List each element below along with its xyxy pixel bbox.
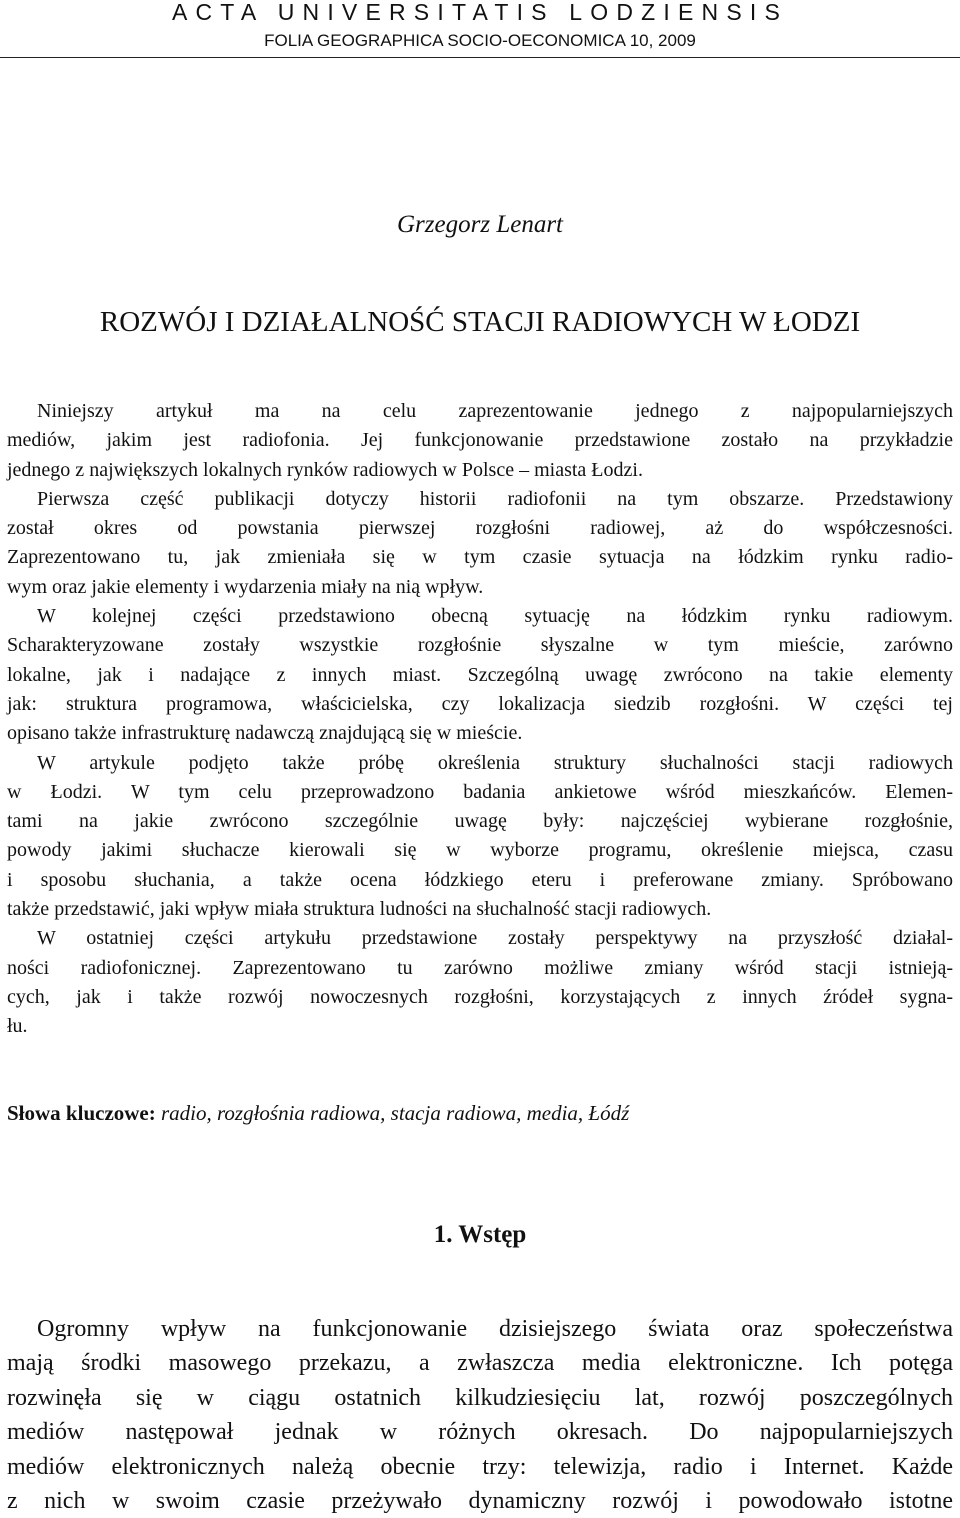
- abstract-line: tami na jakie zwrócono szczególnie uwagę były: najczęściej wybierane rozgłośnie,: [7, 810, 953, 833]
- journal-volume-line: FOLIA GEOGRAPHICA SOCIO-OECONOMICA 10, 2009: [264, 31, 696, 50]
- section-heading: 1. Wstęp: [433, 1221, 527, 1248]
- abstract-line: Niniejszy artykuł ma na celu zaprezentowanie jednego z najpopularniejszych: [37, 400, 953, 422]
- abstract-line: Scharakteryzowane zostały wszystkie rozgłośnie słyszalne w tym mieście, zarówno: [7, 634, 953, 657]
- keywords-label: Słowa kluczowe:: [7, 1101, 156, 1125]
- body-line: rozwinęła się w ciągu ostatnich kilkudziesięciu lat, rozwój poszczególnych: [7, 1384, 953, 1411]
- section-body: [7, 1312, 953, 1518]
- abstract-line: W ostatniej części artykułu przedstawione zostały perspektywy na przyszłość działal-: [37, 927, 953, 950]
- keywords: [7, 1098, 953, 1128]
- abstract-line: opisano także infrastrukturę nadawczą znajdującą się w mieście.: [7, 722, 523, 745]
- body-line: mediów elektronicznych należą obecnie trzy: telewizja, radio i Internet. Każde: [7, 1453, 953, 1480]
- abstract-line: mediów, jakim jest radiofonia. Jej funkcjonowanie przedstawione zostało na przykładzie: [7, 429, 953, 452]
- abstract-line: Pierwsza część publikacji dotyczy historii radiofonii na tym obszarze. Przedstawiony: [37, 487, 953, 510]
- body-line: z nich w swoim czasie przeżywało dynamiczny rozwój i powodowało istotne: [7, 1487, 953, 1514]
- abstract-line: W artykule podjęto także próbę określenia struktury słuchalności stacji radiowych: [37, 751, 953, 774]
- keywords-text: radio, rozgłośnia radiowa, stacja radiowa, media, Łódź: [161, 1101, 630, 1125]
- abstract-line: wym oraz jakie elementy i wydarzenia miały na nią wpływ.: [7, 575, 484, 598]
- abstract-line: jednego z największych lokalnych rynków radiowych w Polsce – miasta Łodzi.: [7, 458, 643, 481]
- abstract-line: W kolejnej części przedstawiono obecną sytuację na łódzkim rynku radiowym.: [37, 605, 953, 628]
- abstract-line: ności radiofonicznej. Zaprezentowano tu zarówno możliwe zmiany wśród stacji istnieją-: [7, 956, 953, 979]
- abstract-line: powody jakimi słuchacze kierowali się w wyborze programu, określenie miejsca, czasu: [7, 839, 953, 862]
- abstract-line: został okres od powstania pierwszej rozgłośni radiowej, aż do współczesności.: [7, 517, 953, 540]
- abstract-line: także przedstawić, jaki wpływ miała struktura ludności na słuchalność stacji radiowych.: [7, 898, 712, 921]
- abstract: [7, 397, 953, 1042]
- abstract-line: i sposobu słuchania, a także ocena łódzkiego eteru i preferowane zmiany. Spróbowano: [7, 868, 953, 891]
- abstract-line: lokalne, jak i nadające z innych miast. Szczególną uwagę zwrócono na takie elementy: [7, 663, 953, 686]
- header-divider: [0, 57, 960, 58]
- abstract-line: w Łodzi. W tym celu przeprowadzono badania ankietowe wśród mieszkańców. Elemen-: [7, 780, 953, 803]
- body-line: mają środki masowego przekazu, a zwłaszcza media elektroniczne. Ich potęga: [7, 1350, 953, 1377]
- body-line: Ogromny wpływ na funkcjonowanie dzisiejszego świata oraz społeczeństwa: [37, 1316, 953, 1342]
- abstract-line: Zaprezentowano tu, jak zmieniała się w tym czasie sytuacja na łódzkim rynku radio-: [7, 546, 953, 569]
- article-title: ROZWÓJ I DZIAŁALNOŚĆ STACJI RADIOWYCH W ŁODZI: [99, 306, 861, 338]
- article-author: Grzegorz Lenart: [397, 211, 563, 238]
- abstract-line: cych, jak i także rozwój nowoczesnych rozgłośni, korzystających z innych źródeł sygna-: [7, 985, 953, 1008]
- abstract-line: jak: struktura programowa, właścicielska, czy lokalizacja siedzib rozgłośni. W części tej: [7, 692, 953, 715]
- body-line: mediów następował jednak w różnych okresach. Do najpopularniejszych: [7, 1419, 953, 1446]
- abstract-line: łu.: [7, 1015, 28, 1038]
- journal-series-title: ACTA UNIVERSITATIS LODZIENSIS: [171, 0, 789, 25]
